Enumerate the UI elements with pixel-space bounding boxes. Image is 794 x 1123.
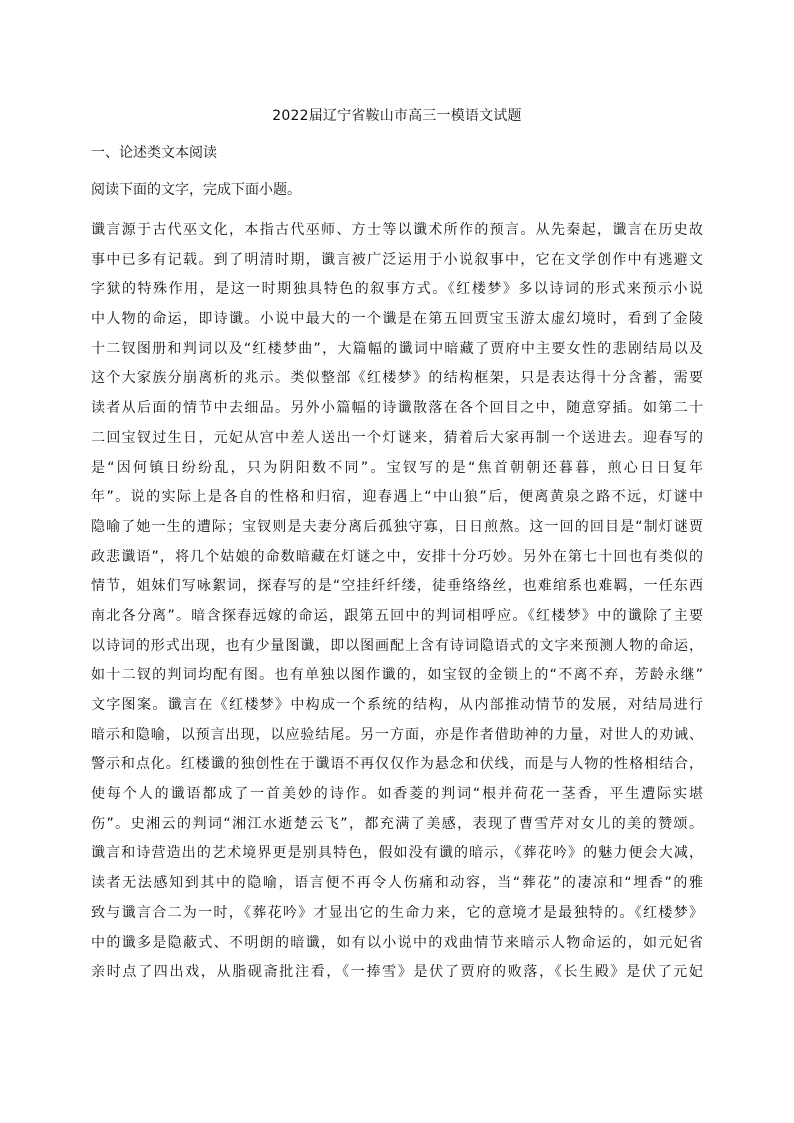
passage-line: 隐喻了她一生的遭际；宝钗则是夫妻分离后孤独守寡，日日煎熬。这一回的回目是“制灯谜贾 <box>91 518 703 535</box>
passage-line: 使每个人的谶语都成了一首美妙的诗作。如香菱的判词“根并荷花一茎香，平生遭际实堪 <box>91 786 703 803</box>
passage-line: 这个大家族分崩离析的兆示。类似整部《红楼梦》的结构框架，只是表达得十分含蓄，需要 <box>91 370 703 387</box>
passage-line: 读者从后面的情节中去细品。另外小篇幅的诗谶散落在各个回目之中，随意穿插。如第二十 <box>91 400 703 417</box>
passage-line: 谶言源于古代巫文化，本指古代巫师、方士等以谶术所作的预言。从先秦起，谶言在历史故 <box>91 222 703 238</box>
passage-line: 二回宝钗过生日，元妃从宫中差人送出一个灯谜来，猜着后大家再制一个送进去。迎春写的 <box>91 429 703 446</box>
passage-line: 如十二钗的判词均配有图。也有单独以图作谶的，如宝钗的金锁上的“不离不弃，芳龄永继” <box>91 667 703 684</box>
passage-line: 十二钗图册和判词以及“红楼梦曲”，大篇幅的谶词中暗藏了贾府中主要女性的悲剧结局以及 <box>91 340 703 357</box>
passage-line: 政悲谶语”，将几个姑娘的命数暗藏在灯谜之中，安排十分巧妙。另外在第七十回也有类似的 <box>91 548 703 565</box>
document-title: 2022届辽宁省鞍山市高三一模语文试题 <box>272 108 522 124</box>
passage-body <box>91 216 703 988</box>
passage-line: 中人物的命运，即诗谶。小说中最大的一个谶是在第五回贾宝玉游太虚幻境时，看到了金陵 <box>91 311 703 328</box>
passage-line: 谶言和诗营造出的艺术境界更是别具特色，假如没有谶的暗示，《葬花吟》的魅力便会大减， <box>91 845 703 862</box>
reading-instruction: 阅读下面的文字，完成下面小题。 <box>91 182 301 198</box>
passage-line: 读者无法感知到其中的隐喻，语言便不再令人伤痛和动容，当“葬花”的凄凉和“埋香”的雅 <box>91 875 703 892</box>
passage-line: 情节，姐妹们写咏絮词，探春写的是“空挂纤纤缕，徒垂络络丝，也难绾系也难羁，一任东西 <box>91 578 703 595</box>
passage-line: 以诗词的形式出现，也有少量图谶，即以图画配上含有诗词隐语式的文字来预测人物的命运， <box>91 637 703 654</box>
passage-line: 致与谶言合二为一时，《葬花吟》才显出它的生命力来，它的意境才是最独特的。《红楼梦》 <box>91 904 703 921</box>
section-heading: 一、论述类文本阅读 <box>91 145 217 161</box>
passage-line: 事中已多有记载。到了明清时期，谶言被广泛运用于小说叙事中，它在文学创作中有逃避文 <box>91 251 703 268</box>
passage-line: 字狱的特殊作用，是这一时期独具特色的叙事方式。《红楼梦》多以诗词的形式来预示小说 <box>91 281 703 298</box>
passage-line: 南北各分离”。暗含探春远嫁的命运，跟第五回中的判词相呼应。《红楼梦》中的谶除了主要 <box>91 607 703 624</box>
passage-line: 中的谶多是隐蔽式、不明朗的暗谶，如有以小说中的戏曲情节来暗示人物命运的，如元妃省 <box>91 934 703 951</box>
passage-line: 暗示和隐喻，以预言出现，以应验结尾。另一方面，亦是作者借助神的力量，对世人的劝诫、 <box>91 726 703 743</box>
passage-line: 警示和点化。红楼谶的独创性在于谶语不再仅仅作为悬念和伏线，而是与人物的性格相结合， <box>91 756 703 773</box>
passage-line: 伤”。史湘云的判词“湘江水逝楚云飞”，都充满了美感，表现了曹雪芹对女儿的美的赞颂。 <box>91 815 703 832</box>
passage-line: 亲时点了四出戏，从脂砚斋批注看，《一捧雪》是伏了贾府的败落，《长生殿》是伏了元妃 <box>91 964 703 981</box>
passage-line: 年”。说的实际上是各自的性格和归宿，迎春遇上“中山狼”后，便离黄泉之路不远，灯谜中 <box>91 489 703 506</box>
passage-line: 是“因何镇日纷纷乱，只为阴阳数不同”。宝钗写的是“焦首朝朝还暮暮，煎心日日复年 <box>91 459 703 476</box>
passage-line: 文字图案。谶言在《红楼梦》中构成一个系统的结构，从内部推动情节的发展，对结局进行 <box>91 697 703 713</box>
